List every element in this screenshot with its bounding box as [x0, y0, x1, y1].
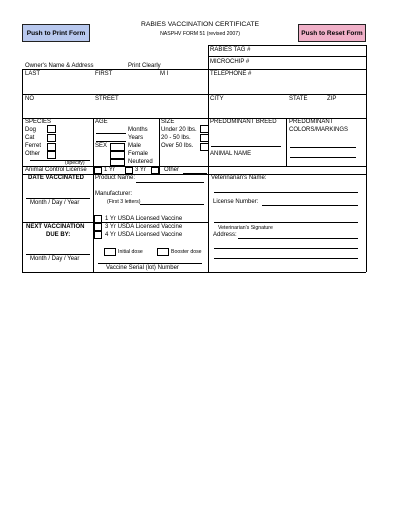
animal-name-label: ANIMAL NAME — [210, 151, 252, 157]
female-checkbox[interactable] — [110, 151, 125, 159]
colors-label-2: COLORS/MARKINGS — [289, 127, 349, 133]
vaccine-3yr-checkbox[interactable] — [94, 223, 102, 231]
owner-heading: Owner's Name & Address — [25, 63, 94, 69]
product-line — [136, 182, 204, 183]
manufacturer-line — [140, 204, 204, 205]
breed-label: PREDOMINANT BREED — [210, 119, 277, 125]
rule — [159, 118, 160, 174]
20-50-label: 20 - 50 lbs. — [161, 135, 191, 141]
vaccine-3yr-label: 3 Yr USDA Licensed Vaccine — [105, 224, 183, 230]
species-other-label: Other — [25, 151, 41, 157]
booster-dose-checkbox[interactable] — [157, 248, 169, 256]
due-by-label: DUE BY: — [46, 232, 71, 238]
license-3yr-label: 3 Yr — [135, 167, 146, 173]
manufacturer-label: Manufacturer: — [95, 191, 133, 197]
initial-dose-label: Initial dose — [118, 249, 143, 255]
months-line — [96, 133, 126, 134]
species-cat-label: Cat — [25, 135, 35, 141]
ferret-checkbox[interactable] — [47, 143, 56, 151]
state-label: STATE — [289, 96, 308, 102]
vaccine-1yr-checkbox[interactable] — [94, 215, 102, 223]
last-label: LAST — [25, 71, 41, 77]
booster-dose-label: Booster dose — [171, 249, 202, 255]
rule — [22, 94, 366, 95]
under-20-checkbox[interactable] — [200, 125, 209, 133]
male-checkbox[interactable] — [110, 143, 125, 151]
over-50-label: Over 50 lbs. — [161, 143, 194, 149]
reset-form-button[interactable]: Push to Reset Form — [298, 24, 366, 42]
months-label: Months — [128, 127, 148, 133]
form-title: RABIES VACCINATION CERTIFICATE — [140, 21, 260, 28]
signature-label: Veterinarian's Signature — [218, 225, 273, 231]
initial-dose-checkbox[interactable] — [104, 248, 116, 256]
colors-label-1: PREDOMINANT — [289, 119, 334, 125]
mi-label: M I — [160, 71, 169, 77]
rule — [286, 118, 287, 166]
under-20-label: Under 20 lbs. — [161, 127, 197, 133]
city-label: CITY — [210, 96, 224, 102]
due-date-line — [26, 254, 90, 255]
dog-checkbox[interactable] — [47, 125, 56, 133]
colors-line — [290, 147, 356, 148]
vet-name-label: Veterinarian's Name: — [211, 175, 267, 181]
sex-label: SEX — [95, 143, 108, 149]
no-label: NO — [25, 96, 34, 102]
species-label: SPECIES — [25, 119, 52, 125]
species-dog-label: Dog — [25, 127, 37, 133]
address-line — [214, 248, 358, 249]
20-50-checkbox[interactable] — [200, 134, 209, 142]
date-format-label: Month / Day / Year — [30, 200, 80, 206]
date-vaccinated-label: DATE VACCINATED — [28, 175, 84, 181]
license-1yr-label: 1 Yr — [104, 167, 115, 173]
license-other-checkbox[interactable] — [151, 167, 159, 174]
date-vaccinated-line — [26, 198, 90, 199]
colors-line — [290, 157, 356, 158]
address-line — [214, 258, 358, 259]
age-label: AGE — [95, 119, 108, 125]
rule — [22, 272, 366, 273]
signature-line — [214, 222, 358, 223]
license-other-line — [183, 173, 207, 174]
female-label: Female — [128, 151, 149, 157]
rule — [208, 56, 366, 57]
serial-label: Vaccine Serial (lot) Number — [106, 265, 179, 271]
microchip-label: MICROCHIP # — [210, 59, 250, 65]
telephone-label: TELEPHONE # — [210, 71, 252, 77]
first-3-letters-label: (First 3 letters) — [107, 199, 141, 205]
species-ferret-label: Ferret — [25, 143, 42, 149]
form-subtitle: NASPHV FORM 51 (revised 2007) — [160, 31, 240, 37]
vaccine-1yr-label: 1 Yr USDA Licensed Vaccine — [105, 216, 183, 222]
serial-line — [98, 263, 202, 264]
years-label: Years — [128, 135, 144, 141]
license-label: Animal Control License — [25, 167, 87, 173]
other-checkbox[interactable] — [47, 151, 56, 159]
license-other-label: Other — [164, 167, 180, 173]
date-format-label-2: Month / Day / Year — [30, 256, 80, 262]
cat-checkbox[interactable] — [47, 134, 56, 142]
rule — [22, 69, 23, 272]
neutered-label: Neutered — [128, 159, 153, 165]
breed-line — [211, 146, 281, 147]
vet-name-line — [214, 192, 358, 193]
rule — [208, 45, 366, 46]
rule — [208, 45, 209, 272]
license-3yr-checkbox[interactable] — [125, 167, 133, 174]
rule — [93, 118, 94, 272]
address-label: Address: — [213, 232, 237, 238]
print-form-button[interactable]: Push to Print Form — [22, 24, 90, 42]
rule — [366, 45, 367, 272]
zip-label: ZIP — [327, 96, 337, 102]
license-1yr-checkbox[interactable] — [94, 167, 102, 174]
license-number-label: License Number: — [213, 199, 259, 205]
years-line — [96, 141, 126, 142]
specify-label: (specify) — [65, 160, 85, 166]
vaccine-4yr-checkbox[interactable] — [94, 231, 102, 239]
print-clearly-label: Print Clearly — [128, 63, 161, 69]
over-50-checkbox[interactable] — [200, 143, 209, 151]
neutered-checkbox[interactable] — [110, 159, 125, 166]
license-number-line — [262, 205, 358, 206]
next-vaccination-label: NEXT VACCINATION — [26, 224, 85, 230]
first-label: FIRST — [95, 71, 113, 77]
address-line — [238, 238, 358, 239]
street-label: STREET — [95, 96, 119, 102]
product-name-label: Product Name: — [95, 175, 136, 181]
rabies-tag-label: RABIES TAG # — [210, 47, 251, 53]
size-label: SIZE — [161, 119, 175, 125]
male-label: Male — [128, 143, 142, 149]
vaccine-4yr-label: 4 Yr USDA Licensed Vaccine — [105, 232, 183, 238]
